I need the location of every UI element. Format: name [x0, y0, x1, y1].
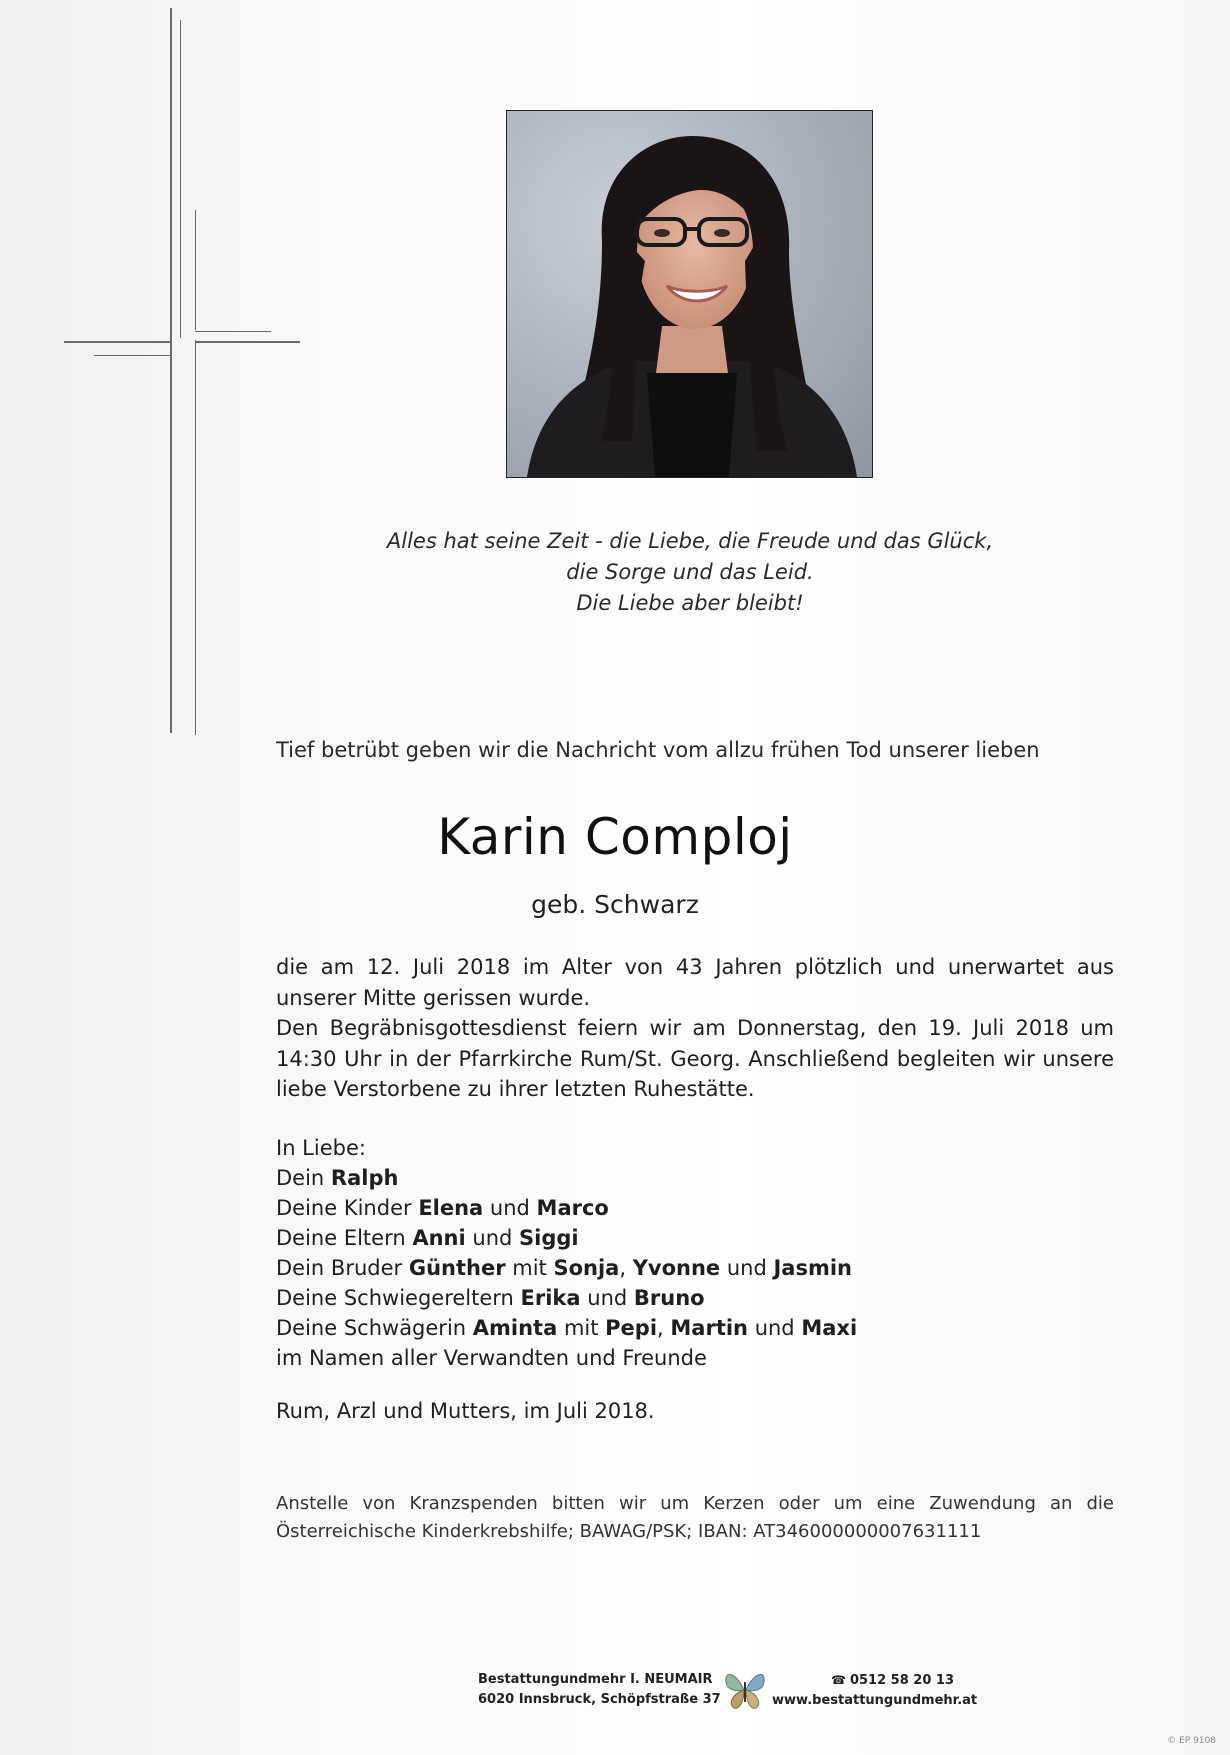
relation-text: , [657, 1316, 671, 1340]
relation-text: Dein [276, 1166, 331, 1190]
family-member-name: Sonja [553, 1256, 620, 1280]
family-member-name: Erika [520, 1286, 581, 1310]
family-member-name: Elena [418, 1196, 484, 1220]
memorial-quote [300, 526, 1080, 619]
funeral-home-footer [0, 1664, 1230, 1714]
announcement-intro: Tief betrübt geben wir die Nachricht vom allzu frühen Tod unserer lieben [276, 738, 1040, 762]
family-heading: In Liebe: [276, 1136, 366, 1160]
announcement-body [276, 952, 1114, 1105]
family-row [276, 1163, 1116, 1193]
place-date: Rum, Arzl und Mutters, im Juli 2018. [276, 1399, 655, 1423]
relation-text: und [748, 1316, 802, 1340]
family-member-name: Bruno [633, 1286, 705, 1310]
website: www.bestattungundmehr.at [772, 1693, 978, 1708]
family-member-name: Maxi [801, 1316, 858, 1340]
body-paragraph: Den Begräbnisgottesdienst feiern wir am Donnerstag, den 19. Juli 2018 um 14:30 Uhr in der Pfarrkirche Rum/St. Georg. Anschließend begleiten wir unsere liebe Verstorbene zu ihrer letzten Ruhestätte. [276, 1016, 1114, 1101]
funeral-home-info [478, 1670, 721, 1710]
cross-ornament [0, 0, 320, 760]
family-member-name: Pepi [605, 1316, 658, 1340]
relation-text: und [580, 1286, 634, 1310]
family-row [276, 1283, 1116, 1313]
family-row [276, 1223, 1116, 1253]
quote-line: die Sorge und das Leid. [566, 560, 814, 584]
relation-text: Deine Schwiegereltern [276, 1286, 521, 1310]
phone-icon: ☎ [831, 1673, 846, 1687]
deceased-name: Karin Comploj [437, 808, 793, 866]
relation-text: und [483, 1196, 537, 1220]
family-closing: im Namen aller Verwandten und Freunde [276, 1346, 707, 1370]
quote-line: Alles hat seine Zeit - die Liebe, die Freude und das Glück, [386, 529, 994, 553]
family-member-name: Ralph [330, 1166, 399, 1190]
body-paragraph: die am 12. Juli 2018 im Alter von 43 Jahren plötzlich und unerwartet aus unserer Mitte gerissen wurde. [276, 955, 1114, 1010]
print-code: © EP 9108 [1167, 1736, 1216, 1746]
contact-info [772, 1670, 978, 1711]
quote-line: Die Liebe aber bleibt! [576, 591, 804, 615]
relation-text: mit [505, 1256, 554, 1280]
family-member-name: Siggi [519, 1226, 579, 1250]
family-member-name: Martin [670, 1316, 749, 1340]
relation-text: Dein Bruder [276, 1256, 409, 1280]
family-member-name: Anni [412, 1226, 466, 1250]
relation-text: , [619, 1256, 633, 1280]
family-member-name: Günther [408, 1256, 506, 1280]
relation-text: Deine Schwägerin [276, 1316, 473, 1340]
phone-number: 0512 58 20 13 [849, 1673, 954, 1688]
company-name: Bestattungundmehr I. NEUMAIR [478, 1672, 713, 1687]
relation-text: und [465, 1226, 520, 1250]
phone-line [772, 1670, 954, 1691]
family-row [276, 1193, 1116, 1223]
family-member-name: Jasmin [773, 1256, 852, 1280]
portrait-photo [506, 110, 873, 478]
family-member-name: Aminta [472, 1316, 558, 1340]
maiden-name: geb. Schwarz [531, 890, 699, 919]
family-member-name: Yvonne [632, 1256, 721, 1280]
relation-text: Deine Kinder [276, 1196, 419, 1220]
family-list [276, 1133, 1116, 1373]
company-address: 6020 Innsbruck, Schöpfstraße 37 [478, 1692, 721, 1707]
relation-text: mit [557, 1316, 606, 1340]
donation-note [276, 1490, 1114, 1546]
relation-text: und [720, 1256, 774, 1280]
relation-text: Deine Eltern [276, 1226, 413, 1250]
donation-text: Anstelle von Kranzspenden bitten wir um Kerzen oder um eine Zuwendung an die Österreichische Kinderkrebshilfe; BAWAG/PSK; IBAN: AT346000000007631111 [276, 1493, 1114, 1542]
family-row [276, 1253, 1116, 1283]
butterfly-icon [722, 1668, 768, 1710]
family-row [276, 1313, 1116, 1343]
family-member-name: Marco [536, 1196, 609, 1220]
